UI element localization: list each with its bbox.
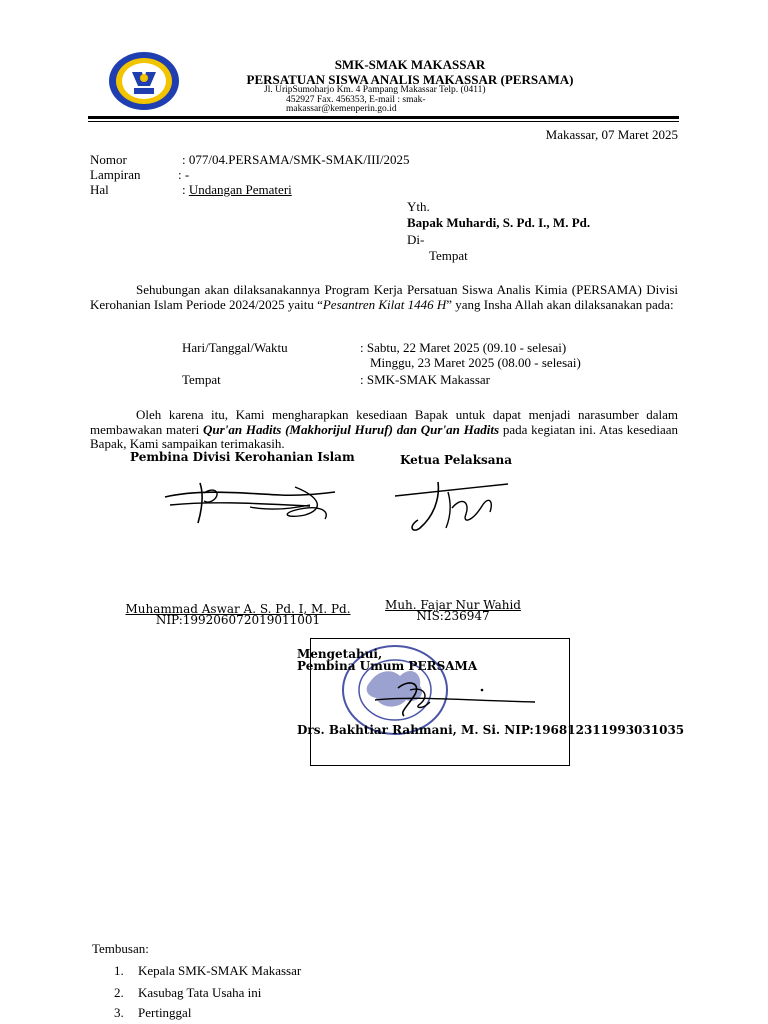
- schedule-datetime-1: : Sabtu, 22 Maret 2025 (09.10 - selesai): [360, 340, 567, 355]
- school-name: SMK-SMAK MAKASSAR: [334, 57, 486, 72]
- cc-item: [114, 985, 261, 1001]
- nomor-value: : 077/04.PERSAMA/SMK-SMAK/III/2025: [182, 152, 410, 167]
- body-paragraph-1: [90, 283, 678, 312]
- right-signer-name: Muh. Fajar Nur Wahid: [385, 598, 521, 612]
- cc-item-text: Pertinggal: [138, 1005, 192, 1020]
- schedule-place-value: : SMK-SMAK Makassar: [360, 372, 490, 387]
- letterhead-address: [264, 86, 564, 115]
- hal-value: Undangan Pemateri: [188, 182, 292, 197]
- right-signer-title: Ketua Pelaksana: [400, 453, 513, 467]
- cc-item: [114, 963, 301, 979]
- schedule-datetime-2: Minggu, 23 Maret 2025 (08.00 - selesai): [370, 355, 581, 370]
- material-name: Qur'an Hadits (Makhorijul Huruf) dan Qur'an Hadits: [203, 421, 500, 437]
- cc-title: Tembusan:: [92, 941, 149, 956]
- nomor-label: Nomor: [90, 152, 127, 167]
- right-signer-id: NIS:236947: [416, 609, 490, 623]
- right-signer: [378, 598, 528, 623]
- left-signature: [160, 475, 340, 535]
- letter-date: Makassar, 07 Maret 2025: [545, 127, 678, 142]
- recipient-place: Tempat: [429, 248, 468, 263]
- letterhead-divider-thin: [88, 121, 679, 122]
- paragraph-text: Oleh karena itu, Kami mengharapkan kesediaan Bapak untuk dapat menjadi narasumber dalam membawakan materi: [90, 407, 678, 437]
- organization-name: PERSATUAN SISWA ANALIS MAKASSAR (PERSAMA): [246, 72, 574, 87]
- cc-item-text: Kasubag Tata Usaha ini: [138, 985, 262, 1000]
- paragraph-text: pada kegiatan ini. Atas kesediaan Bapak, Kami sampaikan terimakasih.: [90, 421, 678, 451]
- acknowledgement-label: Mengetahui,: [297, 647, 383, 661]
- lampiran-label: Lampiran: [90, 167, 141, 182]
- cc-item-number: 1.: [114, 963, 124, 978]
- acknowledgement-name: Drs. Bakhtiar Rahmani, M. Si. NIP:196812311993031035: [297, 723, 685, 737]
- schedule-place-label: Tempat: [182, 372, 221, 387]
- acknowledgement-title: Pembina Umum PERSAMA: [297, 659, 478, 673]
- right-signature: [390, 478, 515, 538]
- left-signer-name: Muhammad Aswar A. S. Pd. I, M. Pd.: [125, 602, 351, 616]
- left-signer-id: NIP:199206072019011001: [155, 613, 321, 627]
- paragraph-text: Sehubungan akan dilaksanakannya Program Kerja Persatuan Siswa Analis Kimia (PERSAMA) Divisi Kerohanian Islam Periode 2024/2025 yaitu “: [90, 282, 678, 312]
- recipient-name: Bapak Muhardi, S. Pd. I., M. Pd.: [407, 215, 591, 230]
- left-signer-title: Pembina Divisi Kerohanian Islam: [130, 450, 355, 464]
- left-signer: [118, 602, 358, 627]
- hal-label: Hal: [90, 182, 109, 197]
- cc-item-number: 2.: [114, 985, 124, 1000]
- schedule-datetime-label: Hari/Tanggal/Waktu: [182, 340, 288, 355]
- acknowledgement-signature: [370, 670, 540, 720]
- cc-item: [114, 1005, 191, 1021]
- hal-colon: :: [182, 182, 186, 197]
- cc-item-number: 3.: [114, 1005, 124, 1020]
- body-paragraph-2: [90, 408, 678, 452]
- school-logo: [108, 50, 180, 112]
- address-line: Jl. UripSumoharjo Km. 4 Pampang Makassar Telp. (0411): [264, 85, 486, 95]
- cc-item-text: Kepala SMK-SMAK Makassar: [138, 963, 302, 978]
- letterhead-divider: [88, 116, 679, 119]
- recipient-yth: Yth.: [407, 199, 430, 214]
- paragraph-text: ” yang Insha Allah akan dilaksanakan pada:: [446, 296, 674, 312]
- address-line: makassar@kemenperin.go.id: [286, 104, 397, 114]
- event-name: Pesantren Kilat 1446 H: [322, 296, 447, 312]
- recipient-di: Di-: [407, 232, 425, 247]
- lampiran-value: : -: [178, 167, 190, 182]
- address-line: 452927 Fax. 456353, E-mail : smak-: [286, 94, 426, 105]
